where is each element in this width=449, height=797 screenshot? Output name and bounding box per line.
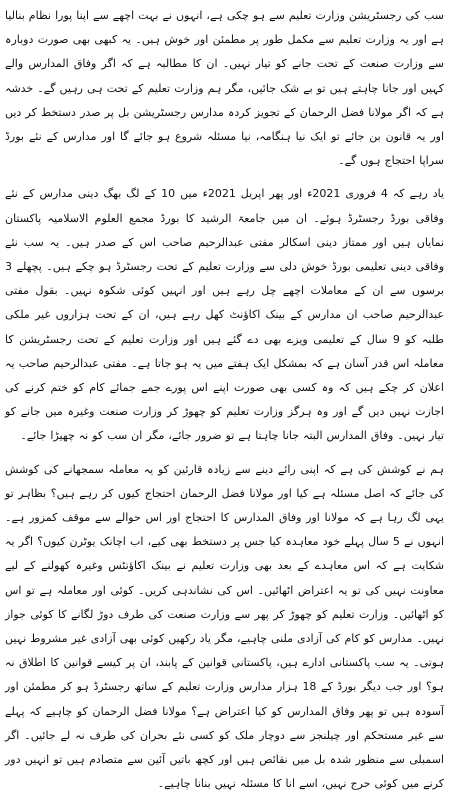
paragraph-gap [5, 173, 444, 182]
article-paragraph-1: سب کی رجسٹریشن وزارت تعلیم سے ہو چکی ہے، انہوں نے بہت اچھے سے اپنا پورا نظام بنالیا ہے اور یہ وزارت تعلیم سے مکمل طور پر مطمئن اور خوش ہیں۔ یہ کبھی بھی صورت دوبارہ سے وزارت صنعت کے تحت جانے کو تیار نہیں۔ ان کا مطالبہ ہے کہ اگر وفاق المدارس والے کہیں اور جانا چاہتے ہیں تو بے شک جائیں، مگر ہم وزارت تعلیم کے تحت ہی رہیں گے۔ خدشہ ہے کہ اگر مولانا فضل الرحمان کے تجویز کردہ مدارس رجسٹریشن بل پر صدر دستخط کر دیں اور یہ قانون بن جائے تو ایک نیا ہنگامہ، نیا مسئلہ شروع ہو جائے گا اور مدارس کے نئے بورڈ سراپا احتجاج ہوں گے۔ [5, 9, 444, 168]
article-paragraph-3: ہم نے کوشش کی ہے کہ اپنی رائے دینے سے زیادہ قارئین کو یہ معاملہ سمجھانے کی کوشش کی جائے کہ اصل مسئلہ ہے کیا اور مولانا فضل الرحمان احتجاج کیوں کر رہے ہیں؟ بظاہر تو یہی لگ رہا ہے کہ مولانا اور وفاق المدارس کا احتجاج اور اس حوالے سے موقف کمزور ہے۔ انہوں نے 5 سال پہلے خود معاہدہ کیا جس پر دستخط بھی کیے، اب اچانک یوٹرن کیوں؟ اگر یہ شکایت ہے کہ اس معاہدے کے بعد بھی وزارت تعلیم نے بینک اکاؤنٹس وغیرہ کھولنے کے لیے معاونت نہیں کی تو یہ اعتراض اٹھائیں۔ اس کی نشاندہی کریں۔ کوئی اور معاملہ ہے تو اس کو اٹھائیں۔ وزارت تعلیم کو چھوڑ کر پھر سے وزارت صنعت کی طرف دوڑ لگانے کا کوئی جواز نہیں۔ مدارس کو کام کی آزادی ملنی چاہیے، مگر یاد رکھیں کوئی بھی آزادی غیر مشروط نہیں ہوتی۔ یہ سب پاکستانی ادارے ہیں، پاکستانی قوانین کے پابند، ان پر کیسے قوانین کا اطلاق نہ ہو؟ اور جب دیگر بورڈ کے 18 ہزار مدارس وزارت تعلیم کے ساتھ رجسٹرڈ ہو کر مطمئن اور آسودہ ہیں تو پھر وفاق المدارس کو کیا اعتراض ہے؟ مولانا فضل الرحمان کو چاہیے کہ پہلے سے غیر مستحکم اور چیلنجز سے دوچار ملک کو کسی نئے بحران کی طرف نہ لے جائیں۔ اگر اسمبلی سے منظور شدہ بل میں نقائص ہیں اور کچھ باتیں آئین سے متصادم ہیں تو انہیں دور کرنے میں کوئی حرج نہیں، اسے انا کا مسئلہ نہیں بنانا چاہیے۔ [5, 462, 445, 791]
article-paragraph-2: یاد رہے کہ 4 فروری 2021ء اور پھر اپریل 2021ء میں 10 کے لگ بھگ دینی مدارس کے نئے وفاقی بورڈ رجسٹرڈ ہوئے۔ ان میں جامعۃ الرشید کا بورڈ مجمع العلوم الاسلامیہ پاکستان نمایاں ہیں اور ممتاز دینی اسکالر مفتی عبدالرحیم صاحب اس کے صدر ہیں۔ یہ سب نئے وفاقی دینی تعلیمی بورڈ خوش دلی سے وزارت تعلیم کے تحت رجسٹرڈ ہو چکے ہیں۔ پچھلے 3 برسوں سے ان کے معاملات اچھے چل رہے ہیں اور انہیں کوئی شکوہ نہیں۔ بقول مفتی عبدالرحیم صاحب ان مدارس کے بینک اکاؤنٹ کھل رہے ہیں، ان کے تحت ہزاروں غیر ملکی طلبہ کو 9 سال کے تعلیمی ویزے بھی دے گئے ہیں اور وزارت تعلیم کے تحت رجسٹریشن کا معاملہ اس قدر آسان ہے کہ بمشکل ایک ہفتے میں یہ ہو جاتا ہے۔ مفتی عبدالرحیم صاحب یہ اعلان کر چکے ہیں کہ وہ کسی بھی صورت اپنے اس پورے جمے جمائے کام کو ختم کرنے کی اجازت نہیں دیں گے اور وہ ہرگز وزارت تعلیم کو چھوڑ کر وزارت صنعت وغیرہ میں جانے کو تیار نہیں۔ وفاق المدارس البتہ جانا چاہتا ہے تو ضرور جائے، مگر ان سب کو نہ چھیڑا جائے۔ [5, 187, 445, 443]
paragraph-gap [5, 449, 444, 458]
